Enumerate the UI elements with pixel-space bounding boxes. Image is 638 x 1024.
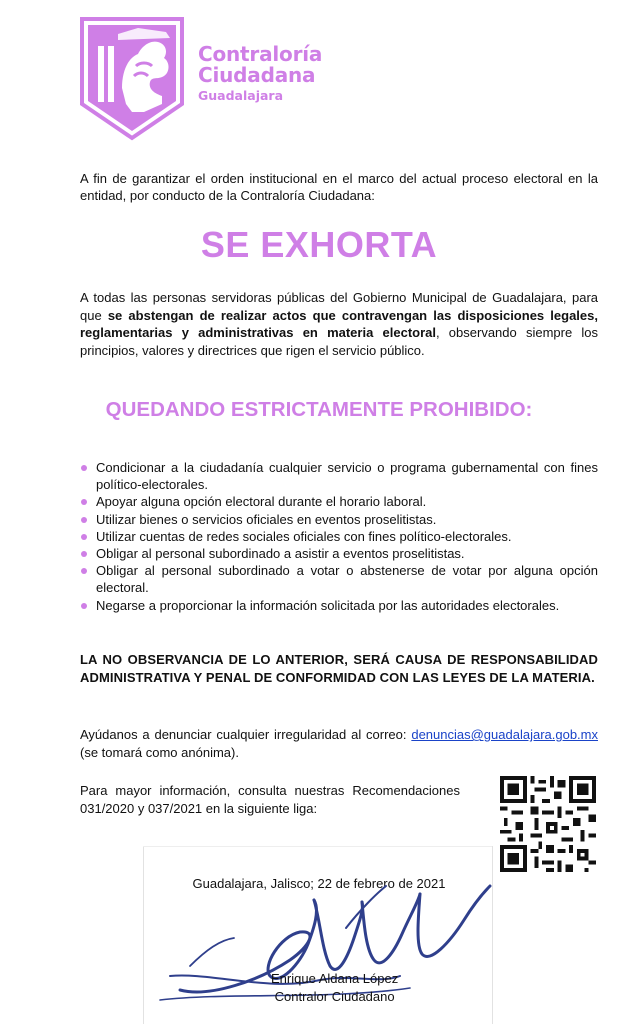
main-title: SE EXHORTA [200,224,438,265]
report-text: Ayúdanos a denunciar cualquier irregularidad al correo: [80,727,407,742]
intro-paragraph: A fin de garantizar el orden institucional en el marco del actual proceso electoral en la entidad, por conducto de la Contraloría Ciudadana: [80,171,598,203]
email-link[interactable]: denuncias@guadalajara.gob.mx [411,727,598,742]
list-item-text: Condicionar a la ciudadanía cualquier servicio o programa gubernamental con fines político-electorales. [96,460,598,493]
date-line: Guadalajara, Jalisco; 22 de febrero de 2021 [192,876,446,891]
info-paragraph: Para mayor información, consulta nuestras Recomendaciones 031/2020 y 037/2021 en la siguiente liga: [80,783,460,816]
list-item-text: Obligar al personal subordinado a votar o abstenerse de votar por alguna opción electoral. [96,563,598,596]
list-item [80,562,598,596]
bullet-dot-icon [81,568,87,574]
list-item [80,493,598,510]
list-item [80,511,598,528]
list-item-text: Utilizar bienes o servicios oficiales en eventos proselitistas. [96,511,437,527]
brand-line3: Guadalajara [198,88,284,103]
list-item-text: Negarse a proporcionar la información solicitada por las autoridades electorales. [96,597,560,613]
list-item [80,459,598,493]
body-text-part1: A todas las personas servidoras públicas del Gobierno Municipal de Guadalajara, para que [80,290,598,323]
prohibitions-list [80,459,598,614]
list-item [80,545,598,562]
list-item-text: Utilizar cuentas de redes sociales oficiales con fines político-electorales. [96,528,512,544]
qr-code-icon[interactable] [500,776,596,872]
report-paragraph [80,726,598,762]
signer-name: Enrique Aldana López [271,971,399,986]
bullet-dot-icon [81,465,87,471]
list-item [80,597,598,614]
prohibited-heading: QUEDANDO ESTRICTAMENTE PROHIBIDO: [105,398,533,421]
brand-name [198,44,322,104]
bullet-dot-icon [81,551,87,557]
body-text-bold: se abstengan de realizar actos que contravengan las disposiciones legales, reglamentarias y administrativas en materia electoral [80,307,598,341]
bullet-dot-icon [81,517,87,523]
warning-paragraph: LA NO OBSERVANCIA DE LO ANTERIOR, SERÁ CAUSA DE RESPONSABILIDAD ADMINISTRATIVA Y PENAL DE CONFORMIDAD CON LAS LEYES DE LA MATERIA. [80,652,598,685]
bullet-dot-icon [81,603,87,609]
brand-line1: Contraloría [198,42,323,66]
body-paragraph [80,289,598,359]
list-item-text: Obligar al personal subordinado a asistir a eventos proselitistas. [96,546,465,562]
signer-role: Contralor Ciudadano [274,989,395,1004]
list-item-text: Apoyar alguna opción electoral durante el horario laboral. [96,494,427,510]
signer-block [271,970,398,1006]
list-item [80,528,598,545]
bullet-dot-icon [81,499,87,505]
report-note: (se tomará como anónima). [80,745,239,760]
contraloria-logo-icon [78,16,186,142]
bullet-dot-icon [81,534,87,540]
body-text-part2: , observando siempre los principios, valores y directrices que rigen el servicio público. [80,325,599,358]
brand-line2: Ciudadana [198,63,316,87]
